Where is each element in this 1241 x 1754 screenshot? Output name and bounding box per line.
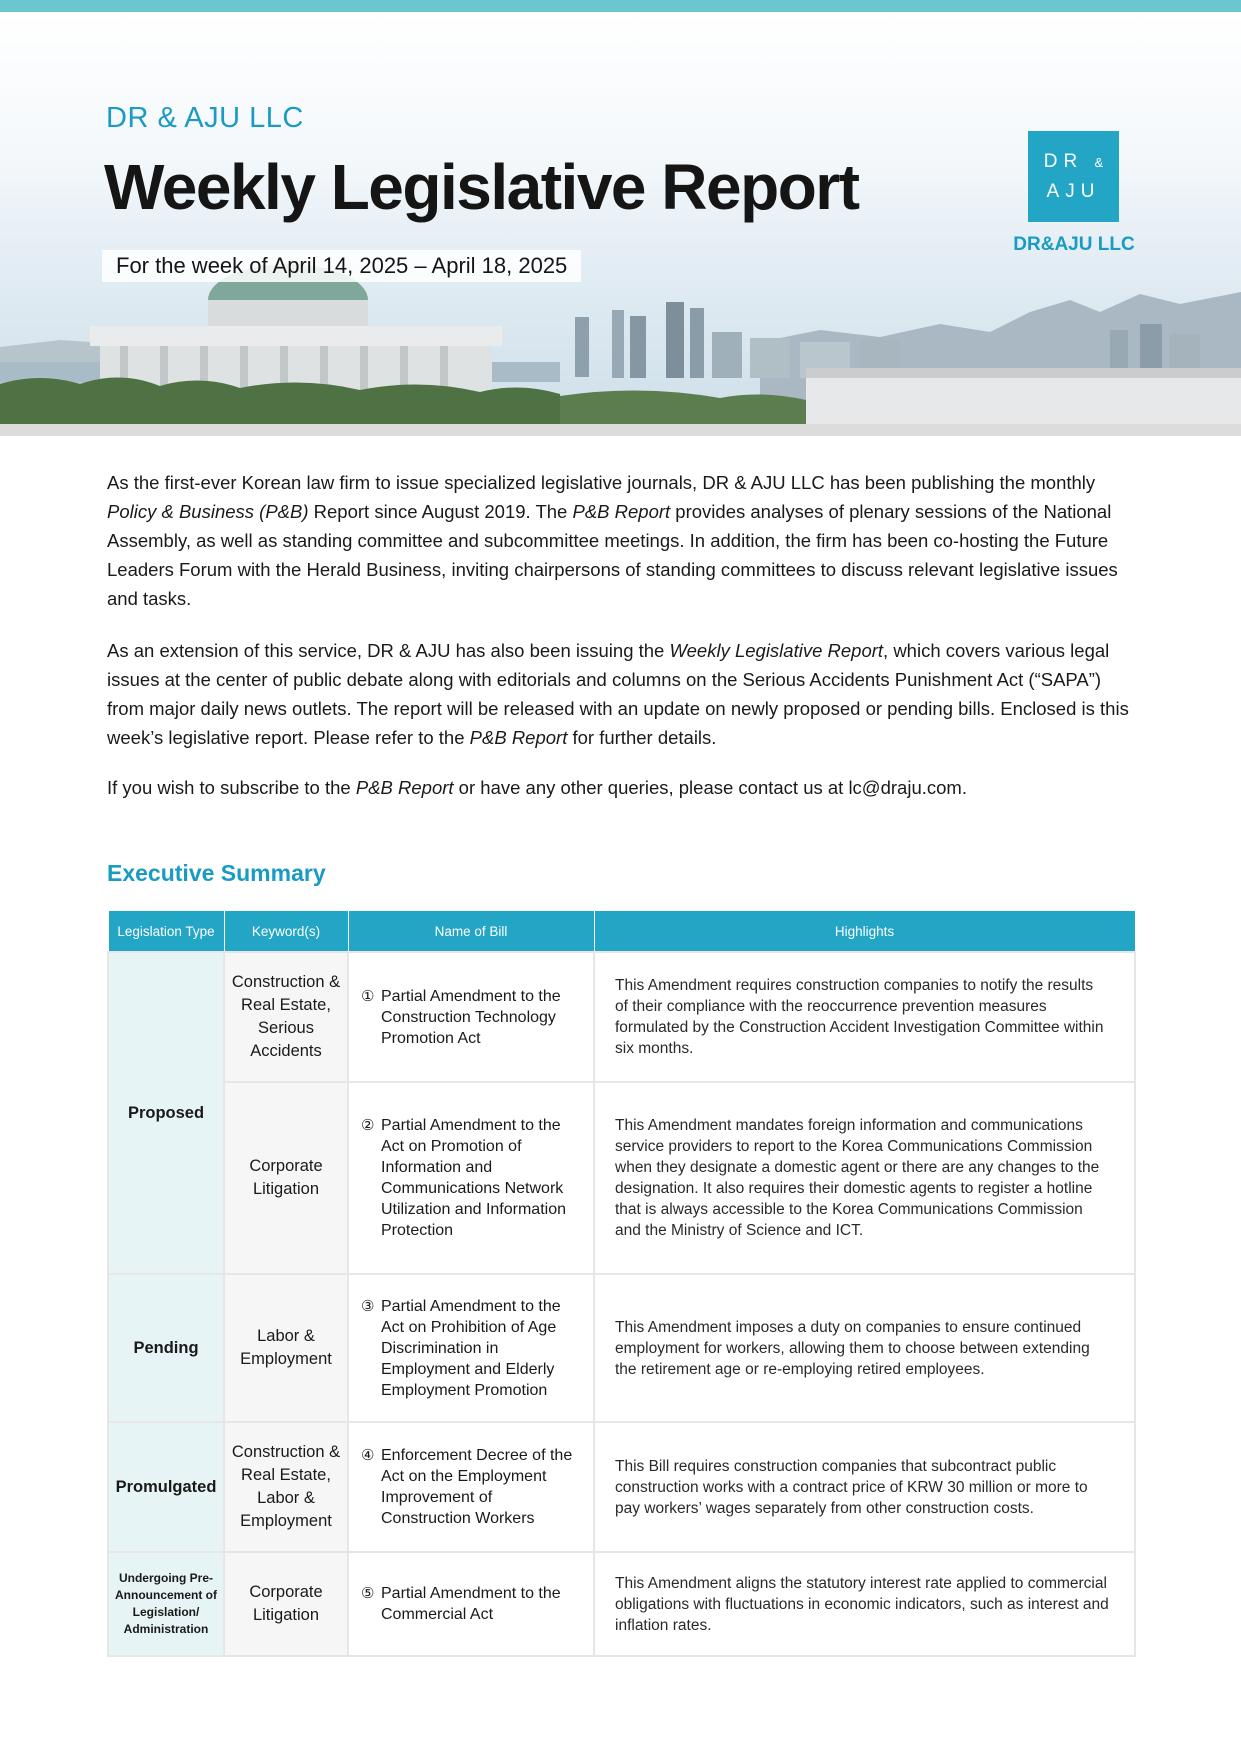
keyword-cell: Construction & Real Estate, Labor & Employment: [224, 1422, 348, 1552]
bill-name: Partial Amendment to the Commercial Act: [381, 1585, 561, 1623]
highlight-cell: This Amendment mandates foreign information and communications service providers to report to the Korea Communications Commission when they designate a domestic agent or there are any changes to the designation. It also requires their domestic agents to register a hotline that is always accessible to the Korea Communications Commission and the Ministry of Science and ICT.: [594, 1082, 1135, 1274]
bill-number: ③: [361, 1297, 375, 1315]
firm-name: DR & AJU LLC: [106, 102, 304, 134]
top-accent-bar: [0, 0, 1241, 12]
table-row: [108, 1082, 1135, 1274]
bill-name-cell: [348, 952, 594, 1082]
bill-name-cell: [348, 1422, 594, 1552]
type-cell-proposed: Proposed: [108, 952, 224, 1274]
bill-number: ⑤: [361, 1585, 375, 1602]
keyword-cell: Construction & Real Estate, Serious Accidents: [224, 952, 348, 1082]
bill-number: ④: [361, 1447, 375, 1464]
bill-number: ①: [361, 987, 375, 1005]
intro-paragraph-1: As the first-ever Korean law firm to issue specialized legislative journals, DR & AJU LLC has been publishing the monthly Policy & Business (P&B) Report since August 2019. The P&B Report provides analyses of plenary sessions of the National Assembly, as well as standing committee and subcommittee meetings. In addition, the firm has been co-hosting the Future Leaders Forum with the Herald Business, inviting chairpersons of standing committees to discuss relevant legislative issues and tasks.: [107, 472, 1118, 609]
logo-caption: DR&AJU LLC: [1013, 234, 1135, 255]
banner-divider: [0, 424, 1241, 436]
table-row: [108, 1274, 1135, 1422]
column-header-legislation-type: Legislation Type: [108, 911, 224, 953]
bill-name-cell: [348, 1552, 594, 1656]
column-header-bill-name: Name of Bill: [348, 911, 594, 953]
bill-name: Partial Amendment to the Act on Promotion of Information and Communications Network Utilization and Information Protection: [381, 1117, 566, 1239]
highlight-cell: This Bill requires construction companies that subcontract public construction works with a contract price of KRW 30 million or more to pay workers’ wages separately from other construction costs.: [594, 1422, 1135, 1552]
highlight-cell: This Amendment aligns the statutory interest rate applied to commercial obligations with fluctuations in economic indicators, such as interest and inflation rates.: [594, 1552, 1135, 1656]
keyword-cell: Labor & Employment: [224, 1274, 348, 1422]
column-header-keywords: Keyword(s): [224, 911, 348, 953]
column-header-highlights: Highlights: [594, 911, 1135, 953]
bill-name: Enforcement Decree of the Act on the Employment Improvement of Construction Workers: [381, 1447, 573, 1527]
bill-name: Partial Amendment to the Construction Technology Promotion Act: [381, 987, 561, 1047]
type-cell-pending: Pending: [108, 1274, 224, 1422]
table-row: [108, 1552, 1135, 1656]
header-banner: [0, 12, 1241, 424]
intro-paragraph-3: If you wish to subscribe to the P&B Report or have any other queries, please contact us at lc@draju.com.: [107, 777, 967, 798]
table-row: [108, 1422, 1135, 1552]
executive-summary-table: [107, 910, 1136, 1657]
logo-text-dr: DR: [1043, 151, 1084, 172]
intro-paragraph-2: As an extension of this service, DR & AJU has also been issuing the Weekly Legislative Report, which covers various legal issues at the center of public debate along with editorials and columns on the Serious Accidents Punishment Act (“SAPA”) from major daily news outlets. The report will be released with an update on newly proposed or pending bills. Enclosed is this week’s legislative report. Please refer to the P&B Report for further details.: [107, 640, 1129, 748]
table-header-row: [108, 911, 1135, 953]
week-range-label: For the week of April 14, 2025 – April 18, 2025: [102, 250, 581, 282]
logo-text-aju: AJU: [1046, 181, 1101, 202]
firm-logo: [1028, 131, 1119, 222]
executive-summary-heading: Executive Summary: [107, 860, 326, 886]
bill-name-cell: [348, 1082, 594, 1274]
keyword-cell: Corporate Litigation: [224, 1552, 348, 1656]
type-cell-pre-announcement: Undergoing Pre-Announcement of Legislation/ Administration: [108, 1552, 224, 1656]
highlight-cell: This Amendment imposes a duty on companies to ensure continued employment for workers, allowing them to choose between extending the retirement age or re-employing retired employees.: [594, 1274, 1135, 1422]
highlight-cell: This Amendment requires construction companies to notify the results of their compliance with the reoccurrence prevention measures formulated by the Construction Accident Investigation Committee within six months.: [594, 952, 1135, 1082]
bill-name: Partial Amendment to the Act on Prohibition of Age Discrimination in Employment and Elderly Employment Promotion: [381, 1297, 561, 1399]
type-cell-promulgated: Promulgated: [108, 1422, 224, 1552]
bill-number: ②: [361, 1117, 375, 1134]
table-row: [108, 952, 1135, 1082]
report-title: Weekly Legislative Report: [104, 151, 859, 223]
keyword-cell: Corporate Litigation: [224, 1082, 348, 1274]
logo-ampersand: &: [1094, 155, 1104, 170]
bill-name-cell: [348, 1274, 594, 1422]
